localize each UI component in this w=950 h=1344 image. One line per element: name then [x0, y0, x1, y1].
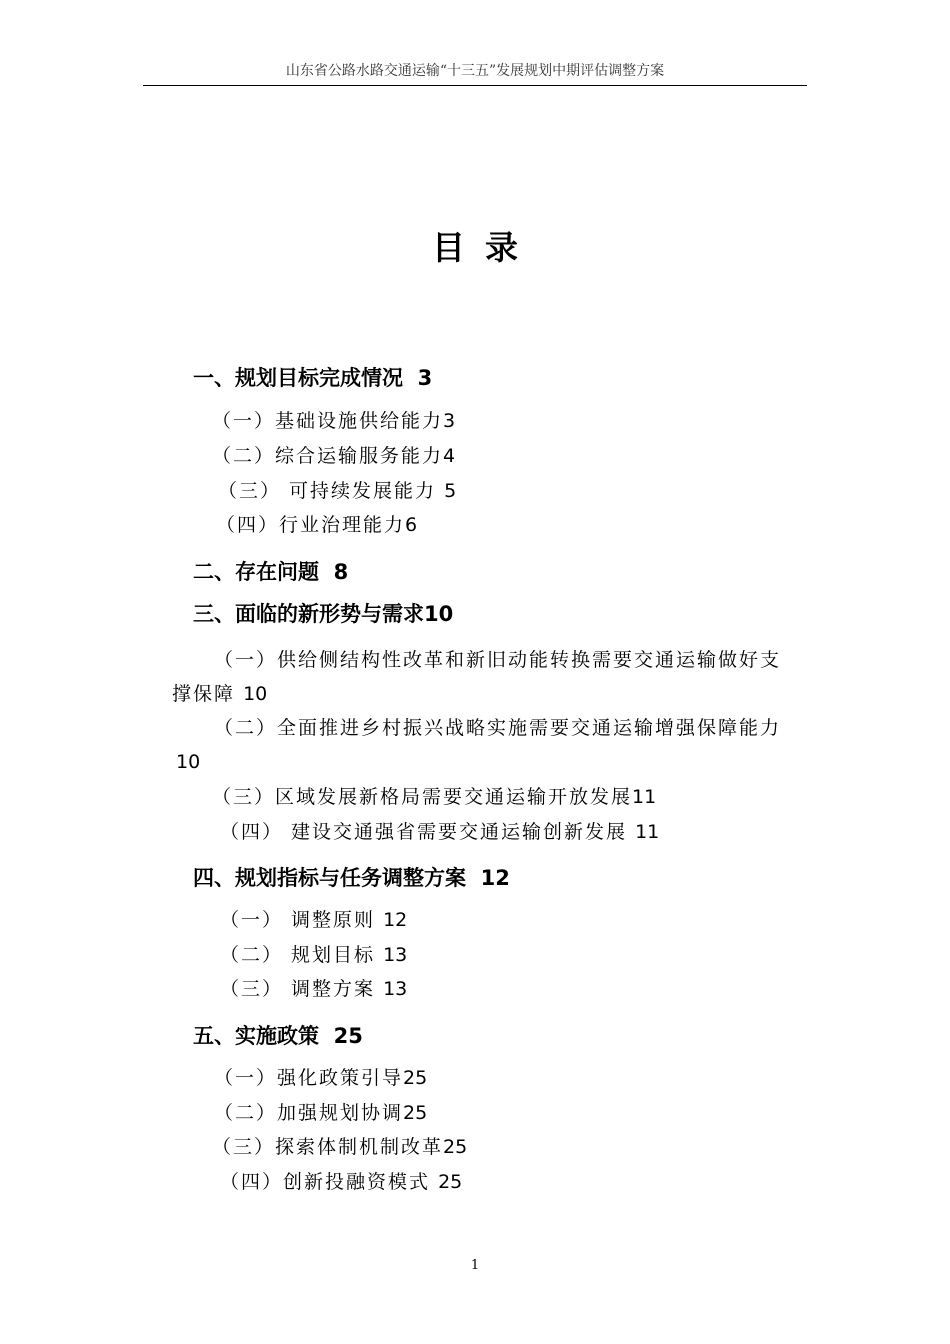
toc-item[interactable]	[214, 651, 781, 670]
toc-page-number: 25	[333, 1024, 363, 1048]
toc-section-5[interactable]	[193, 1026, 363, 1047]
toc-item-label: （四）创新投融资模式	[220, 1171, 431, 1193]
running-header: 山东省公路水路交通运输“十三五”发展规划中期评估调整方案	[285, 63, 665, 79]
toc-item-label: （一）供给侧结构性改革和新旧动能转换需要交通运输做好支	[214, 649, 782, 671]
toc-item-label: （三） 调整方案	[220, 978, 376, 1000]
toc-section-label: 三、面临的新形势与需求	[193, 602, 424, 626]
toc-page-number: 25	[438, 1171, 463, 1193]
toc-item-label: （二） 规划目标	[220, 944, 376, 966]
toc-title: 目录	[432, 228, 538, 267]
toc-item-continuation[interactable]	[172, 685, 267, 704]
toc-page-number: 5	[444, 480, 457, 502]
header-rule	[143, 85, 807, 86]
toc-page-number: 3	[417, 366, 433, 390]
toc-item-label: （四） 建设交通强省需要交通运输创新发展	[220, 821, 628, 843]
toc-item-label: （一）强化政策引导	[214, 1067, 404, 1089]
toc-item[interactable]	[214, 1104, 427, 1123]
toc-item-label: （三）探索体制机制改革	[212, 1136, 444, 1158]
toc-item-label: （二）综合运输服务能力	[212, 445, 444, 467]
toc-item[interactable]	[220, 946, 407, 965]
toc-item-label: （一）基础设施供给能力	[212, 410, 444, 432]
toc-section-label: 一、规划目标完成情况	[193, 366, 403, 390]
toc-page-number: 25	[403, 1067, 428, 1089]
toc-section-4[interactable]	[193, 868, 510, 889]
toc-item-label: （三）区域发展新格局需要交通运输开放发展	[212, 786, 633, 808]
toc-item[interactable]	[220, 823, 659, 842]
toc-section-1[interactable]	[193, 368, 432, 389]
toc-section-label: 四、规划指标与任务调整方案	[193, 866, 466, 890]
toc-item[interactable]	[214, 1069, 427, 1088]
toc-item[interactable]	[220, 911, 407, 930]
toc-item[interactable]	[212, 447, 455, 466]
toc-section-label: 二、存在问题	[193, 560, 319, 584]
toc-page-number: 25	[403, 1102, 428, 1124]
toc-item-label-cont: 撑保障	[172, 683, 236, 705]
toc-item[interactable]	[212, 1138, 467, 1157]
toc-item-label: （二）全面推进乡村振兴战略实施需要交通运输增强保障能力	[214, 717, 782, 739]
toc-page-number: 3	[443, 410, 456, 432]
toc-item-continuation[interactable]	[176, 753, 200, 772]
toc-item[interactable]	[216, 516, 417, 535]
toc-item[interactable]	[220, 980, 407, 999]
toc-page-number: 10	[243, 683, 268, 705]
toc-page-number: 10	[176, 751, 201, 773]
toc-page-number: 8	[333, 560, 349, 584]
toc-item[interactable]	[212, 788, 656, 807]
toc-item-label: （四）行业治理能力	[216, 514, 406, 536]
toc-page-number: 25	[443, 1136, 468, 1158]
toc-item[interactable]	[218, 482, 456, 501]
toc-item-label: （三） 可持续发展能力	[218, 480, 437, 502]
toc-page-number: 13	[383, 944, 408, 966]
toc-item-label: （二）加强规划协调	[214, 1102, 404, 1124]
toc-section-label: 五、实施政策	[193, 1024, 319, 1048]
page-number: 1	[470, 1258, 480, 1273]
toc-page-number: 6	[405, 514, 418, 536]
toc-item-label: （一） 调整原则	[220, 909, 376, 931]
toc-item[interactable]	[214, 719, 781, 738]
toc-page-number: 12	[480, 866, 510, 890]
toc-page-number: 10	[424, 602, 454, 626]
toc-item[interactable]	[212, 412, 455, 431]
toc-page-number: 11	[635, 821, 660, 843]
toc-page-number: 11	[632, 786, 657, 808]
toc-item[interactable]	[220, 1173, 462, 1192]
toc-section-3[interactable]	[193, 604, 453, 625]
toc-page-number: 4	[443, 445, 456, 467]
toc-page-number: 12	[383, 909, 408, 931]
toc-page-number: 13	[383, 978, 408, 1000]
toc-section-2[interactable]	[193, 562, 348, 583]
